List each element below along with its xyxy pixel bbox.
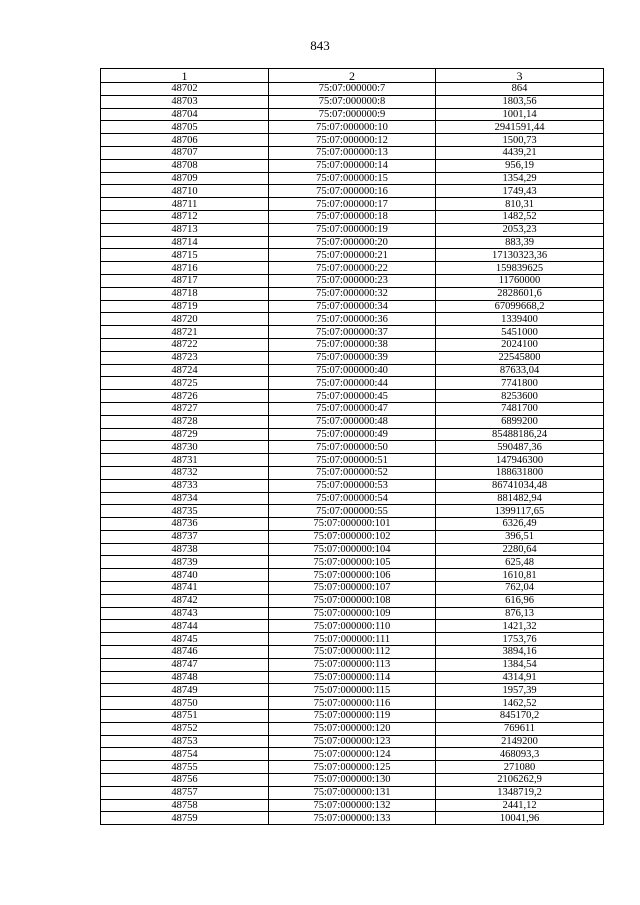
value-cell: 85488186,24 bbox=[436, 428, 604, 441]
page-number: 843 bbox=[310, 38, 330, 53]
cadastral-number-cell: 75:07:000000:9 bbox=[269, 108, 436, 121]
value-cell: 67099668,2 bbox=[436, 300, 604, 313]
table-row bbox=[101, 402, 604, 415]
cadastral-number-cell: 75:07:000000:49 bbox=[269, 428, 436, 441]
value-cell: 1348719,2 bbox=[436, 786, 604, 799]
row-number-cell: 48758 bbox=[101, 799, 269, 812]
row-number-cell: 48726 bbox=[101, 390, 269, 403]
cadastral-number-cell: 75:07:000000:133 bbox=[269, 812, 436, 825]
cadastral-number-cell: 75:07:000000:19 bbox=[269, 223, 436, 236]
value-cell: 11760000 bbox=[436, 274, 604, 287]
row-number-cell: 48749 bbox=[101, 684, 269, 697]
table-row bbox=[101, 185, 604, 198]
cadastral-number-cell: 75:07:000000:16 bbox=[269, 185, 436, 198]
cadastral-number-cell: 75:07:000000:112 bbox=[269, 646, 436, 659]
table-row bbox=[101, 710, 604, 723]
row-number-cell: 48730 bbox=[101, 441, 269, 454]
row-number-cell: 48739 bbox=[101, 556, 269, 569]
table-row bbox=[101, 121, 604, 134]
table-row bbox=[101, 569, 604, 582]
cadastral-number-cell: 75:07:000000:23 bbox=[269, 274, 436, 287]
row-number-cell: 48759 bbox=[101, 812, 269, 825]
row-number-cell: 48725 bbox=[101, 377, 269, 390]
cadastral-number-cell: 75:07:000000:10 bbox=[269, 121, 436, 134]
table-row bbox=[101, 492, 604, 505]
value-cell: 5451000 bbox=[436, 326, 604, 339]
table-row bbox=[101, 159, 604, 172]
table-row bbox=[101, 249, 604, 262]
table-row bbox=[101, 799, 604, 812]
value-cell: 881482,94 bbox=[436, 492, 604, 505]
row-number-cell: 48754 bbox=[101, 748, 269, 761]
value-cell: 769611 bbox=[436, 722, 604, 735]
cadastral-number-cell: 75:07:000000:54 bbox=[269, 492, 436, 505]
table-row bbox=[101, 108, 604, 121]
cadastral-number-cell: 75:07:000000:119 bbox=[269, 710, 436, 723]
row-number-cell: 48716 bbox=[101, 262, 269, 275]
row-number-cell: 48737 bbox=[101, 530, 269, 543]
value-cell: 2024100 bbox=[436, 338, 604, 351]
value-cell: 188631800 bbox=[436, 466, 604, 479]
table-row bbox=[101, 722, 604, 735]
row-number-cell: 48744 bbox=[101, 620, 269, 633]
table-row bbox=[101, 786, 604, 799]
table-row bbox=[101, 505, 604, 518]
cadastral-number-cell: 75:07:000000:51 bbox=[269, 454, 436, 467]
row-number-cell: 48723 bbox=[101, 351, 269, 364]
value-cell: 468093,3 bbox=[436, 748, 604, 761]
table-row bbox=[101, 300, 604, 313]
table-row bbox=[101, 377, 604, 390]
row-number-cell: 48728 bbox=[101, 415, 269, 428]
value-cell: 2149200 bbox=[436, 735, 604, 748]
value-cell: 17130323,36 bbox=[436, 249, 604, 262]
row-number-cell: 48717 bbox=[101, 274, 269, 287]
table-row bbox=[101, 735, 604, 748]
table-row bbox=[101, 479, 604, 492]
cadastral-number-cell: 75:07:000000:14 bbox=[269, 159, 436, 172]
value-cell: 625,48 bbox=[436, 556, 604, 569]
value-cell: 1399117,65 bbox=[436, 505, 604, 518]
cadastral-number-cell: 75:07:000000:8 bbox=[269, 95, 436, 108]
row-number-cell: 48706 bbox=[101, 134, 269, 147]
cadastral-number-cell: 75:07:000000:116 bbox=[269, 697, 436, 710]
row-number-cell: 48751 bbox=[101, 710, 269, 723]
table-row bbox=[101, 223, 604, 236]
table-row bbox=[101, 646, 604, 659]
cadastral-number-cell: 75:07:000000:37 bbox=[269, 326, 436, 339]
cadastral-number-cell: 75:07:000000:113 bbox=[269, 658, 436, 671]
table-row bbox=[101, 607, 604, 620]
cadastral-number-cell: 75:07:000000:109 bbox=[269, 607, 436, 620]
row-number-cell: 48740 bbox=[101, 569, 269, 582]
row-number-cell: 48736 bbox=[101, 518, 269, 531]
value-cell: 1001,14 bbox=[436, 108, 604, 121]
cadastral-number-cell: 75:07:000000:53 bbox=[269, 479, 436, 492]
value-cell: 86741034,48 bbox=[436, 479, 604, 492]
cadastral-number-cell: 75:07:000000:12 bbox=[269, 134, 436, 147]
value-cell: 271080 bbox=[436, 761, 604, 774]
table-row bbox=[101, 556, 604, 569]
cadastral-number-cell: 75:07:000000:34 bbox=[269, 300, 436, 313]
value-cell: 10041,96 bbox=[436, 812, 604, 825]
row-number-cell: 48724 bbox=[101, 364, 269, 377]
table-row bbox=[101, 697, 604, 710]
cadastral-number-cell: 75:07:000000:21 bbox=[269, 249, 436, 262]
table-body bbox=[101, 83, 604, 825]
row-number-cell: 48750 bbox=[101, 697, 269, 710]
table-row bbox=[101, 415, 604, 428]
table-row bbox=[101, 671, 604, 684]
row-number-cell: 48727 bbox=[101, 402, 269, 415]
table-row bbox=[101, 95, 604, 108]
table-row bbox=[101, 530, 604, 543]
table-row bbox=[101, 198, 604, 211]
table-row bbox=[101, 172, 604, 185]
cadastral-number-cell: 75:07:000000:108 bbox=[269, 594, 436, 607]
row-number-cell: 48755 bbox=[101, 761, 269, 774]
table-row bbox=[101, 326, 604, 339]
value-cell: 87633,04 bbox=[436, 364, 604, 377]
row-number-cell: 48709 bbox=[101, 172, 269, 185]
row-number-cell: 48741 bbox=[101, 582, 269, 595]
value-cell: 1354,29 bbox=[436, 172, 604, 185]
cadastral-number-cell: 75:07:000000:22 bbox=[269, 262, 436, 275]
table-row bbox=[101, 658, 604, 671]
cadastral-number-cell: 75:07:000000:132 bbox=[269, 799, 436, 812]
row-number-cell: 48708 bbox=[101, 159, 269, 172]
value-cell: 590487,36 bbox=[436, 441, 604, 454]
table-row bbox=[101, 287, 604, 300]
value-cell: 7481700 bbox=[436, 402, 604, 415]
value-cell: 22545800 bbox=[436, 351, 604, 364]
cadastral-number-cell: 75:07:000000:131 bbox=[269, 786, 436, 799]
table-row bbox=[101, 454, 604, 467]
value-cell: 864 bbox=[436, 83, 604, 96]
row-number-cell: 48752 bbox=[101, 722, 269, 735]
row-number-cell: 48756 bbox=[101, 774, 269, 787]
row-number-cell: 48746 bbox=[101, 646, 269, 659]
row-number-cell: 48753 bbox=[101, 735, 269, 748]
table-row bbox=[101, 594, 604, 607]
table-row bbox=[101, 582, 604, 595]
table-row bbox=[101, 364, 604, 377]
table-row bbox=[101, 236, 604, 249]
value-cell: 876,13 bbox=[436, 607, 604, 620]
value-cell: 7741800 bbox=[436, 377, 604, 390]
value-cell: 616,96 bbox=[436, 594, 604, 607]
row-number-cell: 48703 bbox=[101, 95, 269, 108]
cadastral-number-cell: 75:07:000000:15 bbox=[269, 172, 436, 185]
value-cell: 1384,54 bbox=[436, 658, 604, 671]
cadastral-number-cell: 75:07:000000:114 bbox=[269, 671, 436, 684]
table-header-row bbox=[101, 69, 604, 83]
row-number-cell: 48711 bbox=[101, 198, 269, 211]
value-cell: 1957,39 bbox=[436, 684, 604, 697]
cadastral-number-cell: 75:07:000000:20 bbox=[269, 236, 436, 249]
table-row bbox=[101, 313, 604, 326]
row-number-cell: 48733 bbox=[101, 479, 269, 492]
value-cell: 956,19 bbox=[436, 159, 604, 172]
row-number-cell: 48747 bbox=[101, 658, 269, 671]
table-row bbox=[101, 441, 604, 454]
row-number-cell: 48713 bbox=[101, 223, 269, 236]
cadastral-number-cell: 75:07:000000:50 bbox=[269, 441, 436, 454]
value-cell: 396,51 bbox=[436, 530, 604, 543]
value-cell: 147946300 bbox=[436, 454, 604, 467]
cadastral-number-cell: 75:07:000000:52 bbox=[269, 466, 436, 479]
table-row bbox=[101, 761, 604, 774]
column-header: 2 bbox=[269, 69, 436, 83]
table-row bbox=[101, 83, 604, 96]
cadastral-number-cell: 75:07:000000:124 bbox=[269, 748, 436, 761]
cadastral-number-cell: 75:07:000000:45 bbox=[269, 390, 436, 403]
table-row bbox=[101, 210, 604, 223]
value-cell: 8253600 bbox=[436, 390, 604, 403]
value-cell: 1753,76 bbox=[436, 633, 604, 646]
table-row bbox=[101, 146, 604, 159]
value-cell: 4439,21 bbox=[436, 146, 604, 159]
cadastral-number-cell: 75:07:000000:44 bbox=[269, 377, 436, 390]
row-number-cell: 48742 bbox=[101, 594, 269, 607]
value-cell: 2280,64 bbox=[436, 543, 604, 556]
table-row bbox=[101, 518, 604, 531]
cadastral-number-cell: 75:07:000000:40 bbox=[269, 364, 436, 377]
cadastral-number-cell: 75:07:000000:106 bbox=[269, 569, 436, 582]
row-number-cell: 48734 bbox=[101, 492, 269, 505]
cadastral-number-cell: 75:07:000000:115 bbox=[269, 684, 436, 697]
cadastral-number-cell: 75:07:000000:101 bbox=[269, 518, 436, 531]
row-number-cell: 48718 bbox=[101, 287, 269, 300]
value-cell: 845170,2 bbox=[436, 710, 604, 723]
row-number-cell: 48710 bbox=[101, 185, 269, 198]
cadastral-number-cell: 75:07:000000:125 bbox=[269, 761, 436, 774]
cadastral-number-cell: 75:07:000000:32 bbox=[269, 287, 436, 300]
column-header: 1 bbox=[101, 69, 269, 83]
cadastral-number-cell: 75:07:000000:13 bbox=[269, 146, 436, 159]
table-row bbox=[101, 684, 604, 697]
cadastral-number-cell: 75:07:000000:7 bbox=[269, 83, 436, 96]
value-cell: 1482,52 bbox=[436, 210, 604, 223]
cadastral-number-cell: 75:07:000000:36 bbox=[269, 313, 436, 326]
table-row bbox=[101, 338, 604, 351]
table-row bbox=[101, 134, 604, 147]
row-number-cell: 48735 bbox=[101, 505, 269, 518]
row-number-cell: 48702 bbox=[101, 83, 269, 96]
row-number-cell: 48715 bbox=[101, 249, 269, 262]
cadastral-number-cell: 75:07:000000:120 bbox=[269, 722, 436, 735]
row-number-cell: 48720 bbox=[101, 313, 269, 326]
cadastral-number-cell: 75:07:000000:105 bbox=[269, 556, 436, 569]
row-number-cell: 48748 bbox=[101, 671, 269, 684]
cadastral-number-cell: 75:07:000000:38 bbox=[269, 338, 436, 351]
table-row bbox=[101, 274, 604, 287]
column-header: 3 bbox=[436, 69, 604, 83]
table-row bbox=[101, 774, 604, 787]
row-number-cell: 48732 bbox=[101, 466, 269, 479]
row-number-cell: 48745 bbox=[101, 633, 269, 646]
row-number-cell: 48721 bbox=[101, 326, 269, 339]
value-cell: 2053,23 bbox=[436, 223, 604, 236]
cadastral-number-cell: 75:07:000000:47 bbox=[269, 402, 436, 415]
value-cell: 1749,43 bbox=[436, 185, 604, 198]
row-number-cell: 48704 bbox=[101, 108, 269, 121]
value-cell: 6899200 bbox=[436, 415, 604, 428]
table-row bbox=[101, 428, 604, 441]
value-cell: 2441,12 bbox=[436, 799, 604, 812]
cadastral-number-cell: 75:07:000000:17 bbox=[269, 198, 436, 211]
value-cell: 1421,32 bbox=[436, 620, 604, 633]
table-row bbox=[101, 466, 604, 479]
value-cell: 159839625 bbox=[436, 262, 604, 275]
cadastral-number-cell: 75:07:000000:48 bbox=[269, 415, 436, 428]
value-cell: 4314,91 bbox=[436, 671, 604, 684]
cadastral-number-cell: 75:07:000000:130 bbox=[269, 774, 436, 787]
value-cell: 1610,81 bbox=[436, 569, 604, 582]
cadastral-number-cell: 75:07:000000:107 bbox=[269, 582, 436, 595]
registry-table bbox=[100, 68, 604, 825]
table-row bbox=[101, 390, 604, 403]
row-number-cell: 48712 bbox=[101, 210, 269, 223]
row-number-cell: 48738 bbox=[101, 543, 269, 556]
cadastral-number-cell: 75:07:000000:18 bbox=[269, 210, 436, 223]
value-cell: 3894,16 bbox=[436, 646, 604, 659]
cadastral-number-cell: 75:07:000000:111 bbox=[269, 633, 436, 646]
row-number-cell: 48705 bbox=[101, 121, 269, 134]
cadastral-number-cell: 75:07:000000:123 bbox=[269, 735, 436, 748]
value-cell: 1462,52 bbox=[436, 697, 604, 710]
row-number-cell: 48743 bbox=[101, 607, 269, 620]
value-cell: 1803,56 bbox=[436, 95, 604, 108]
value-cell: 6326,49 bbox=[436, 518, 604, 531]
row-number-cell: 48729 bbox=[101, 428, 269, 441]
cadastral-number-cell: 75:07:000000:55 bbox=[269, 505, 436, 518]
row-number-cell: 48757 bbox=[101, 786, 269, 799]
table-row bbox=[101, 620, 604, 633]
table-row bbox=[101, 812, 604, 825]
row-number-cell: 48719 bbox=[101, 300, 269, 313]
table-row bbox=[101, 262, 604, 275]
row-number-cell: 48722 bbox=[101, 338, 269, 351]
value-cell: 1500,73 bbox=[436, 134, 604, 147]
cadastral-number-cell: 75:07:000000:110 bbox=[269, 620, 436, 633]
value-cell: 2941591,44 bbox=[436, 121, 604, 134]
value-cell: 2828601,6 bbox=[436, 287, 604, 300]
cadastral-number-cell: 75:07:000000:104 bbox=[269, 543, 436, 556]
cadastral-number-cell: 75:07:000000:39 bbox=[269, 351, 436, 364]
table-row bbox=[101, 748, 604, 761]
value-cell: 2106262,9 bbox=[436, 774, 604, 787]
row-number-cell: 48714 bbox=[101, 236, 269, 249]
value-cell: 810,31 bbox=[436, 198, 604, 211]
value-cell: 762,04 bbox=[436, 582, 604, 595]
table-row bbox=[101, 633, 604, 646]
row-number-cell: 48731 bbox=[101, 454, 269, 467]
value-cell: 1339400 bbox=[436, 313, 604, 326]
table-row bbox=[101, 543, 604, 556]
value-cell: 883,39 bbox=[436, 236, 604, 249]
table-row bbox=[101, 351, 604, 364]
row-number-cell: 48707 bbox=[101, 146, 269, 159]
cadastral-number-cell: 75:07:000000:102 bbox=[269, 530, 436, 543]
